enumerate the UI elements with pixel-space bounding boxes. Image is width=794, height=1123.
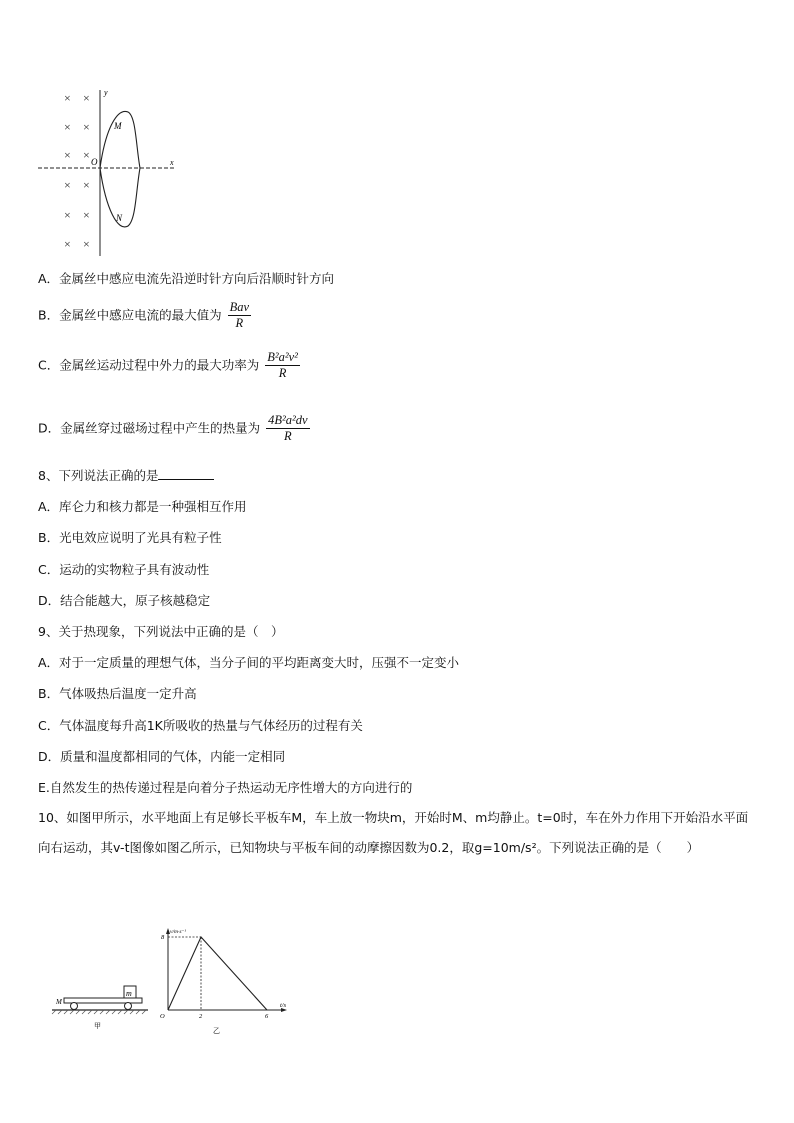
axis-y-label: y (104, 88, 108, 97)
vt-graph (158, 925, 298, 1037)
origin-label: O (91, 157, 98, 167)
field-cross: × (83, 148, 90, 162)
q8-option-d: D．结合能越大，原子核越稳定 (38, 593, 211, 608)
field-cross: × (64, 178, 71, 192)
field-cross: × (83, 120, 90, 134)
q9-option-c: C．气体温度每升高1K所吸收的热量与气体经历的过程有关 (38, 718, 363, 733)
wheel (125, 1003, 132, 1010)
field-cross: × (83, 237, 90, 251)
fraction-denominator: R (235, 316, 244, 330)
tick-label-v-8: 8 (161, 934, 165, 941)
q7-option-a (38, 271, 334, 287)
q7-option-d-text: D．金属丝穿过磁场过程中产生的热量为 (38, 420, 261, 436)
q9-option-b: B．气体吸热后温度一定升高 (38, 686, 197, 701)
q8-option-a: A．库仑力和核力都是一种强相互作用 (38, 499, 247, 514)
q9-stem: 9、关于热现象，下列说法中正确的是（ ） (38, 624, 284, 639)
q7-option-c-text: C．金属丝运动过程中外力的最大功率为 (38, 357, 260, 373)
answer-blank (158, 468, 214, 480)
q10-stem: 10、如图甲所示，水平地面上有足够长平板车M，车上放一物块m，开始时M、m均静止。t=0时，车在外力作用下开始沿水平面向右运动，其v-t图像如图乙所示，已知物块与平板车间的动摩擦因数为0.2，取g=10m/s²。下列说法正确的是（ ） (38, 810, 749, 855)
q8-option-c: C．运动的实物粒子具有波动性 (38, 562, 210, 577)
cart-board (64, 998, 142, 1003)
velocity-series-line (168, 937, 267, 1010)
q8-stem-text: 8、下列说法正确的是 (38, 468, 159, 483)
fraction-numerator: Bav (229, 300, 249, 314)
field-cross: × (64, 208, 71, 222)
q7-option-d-fraction (266, 413, 309, 444)
fraction-denominator: R (278, 366, 287, 380)
field-cross: × (64, 148, 71, 162)
axis-x-label: x (170, 158, 174, 167)
cart-figure (50, 980, 150, 1032)
field-cross: × (64, 237, 71, 251)
fraction-numerator: 4B²a²dv (268, 413, 308, 427)
q7-option-d (38, 413, 312, 444)
q7-option-c (38, 350, 302, 381)
magnetic-field-figure (36, 86, 186, 258)
wheel (71, 1003, 78, 1010)
field-cross: × (83, 178, 90, 192)
figure-label-jia: 甲 (94, 1022, 101, 1030)
q7-option-b-text: B．金属丝中感应电流的最大值为 (38, 307, 222, 323)
field-cross: × (83, 91, 90, 105)
q7-option-c-fraction (265, 350, 300, 381)
field-cross: × (64, 91, 71, 105)
q7-option-b-fraction (228, 300, 251, 331)
q7-option-a-text: A．金属丝中感应电流先沿逆时针方向后沿顺时针方向 (38, 271, 335, 286)
fraction-numerator: B²a²v² (267, 350, 298, 364)
point-n-label: N (116, 213, 123, 223)
t-axis-label: t/s (280, 1002, 287, 1009)
point-m-label: M (114, 121, 122, 131)
tick-label-t-2: 2 (199, 1013, 203, 1020)
q9-option-d: D．质量和温度都相同的气体，内能一定相同 (38, 749, 286, 764)
cart-label: M (56, 998, 62, 1006)
q9-option-a: A．对于一定质量的理想气体，当分子间的平均距离变大时，压强不一定变小 (38, 655, 460, 670)
block-label: m (126, 989, 132, 998)
origin-label: O (160, 1013, 165, 1020)
q9-option-e: E.自然发生的热传递过程是向着分子热运动无序性增大的方向进行的 (38, 780, 413, 795)
q8-stem (38, 468, 214, 484)
tick-label-t-6: 6 (265, 1013, 269, 1020)
q8-option-b: B．光电效应说明了光具有粒子性 (38, 530, 222, 545)
field-cross: × (83, 208, 90, 222)
v-axis-label: v/m·s⁻¹ (170, 929, 187, 935)
figure-label-yi: 乙 (213, 1027, 220, 1035)
field-crosses (64, 91, 90, 251)
q7-option-b (38, 300, 253, 331)
fraction-denominator: R (284, 429, 292, 443)
field-cross: × (64, 120, 71, 134)
